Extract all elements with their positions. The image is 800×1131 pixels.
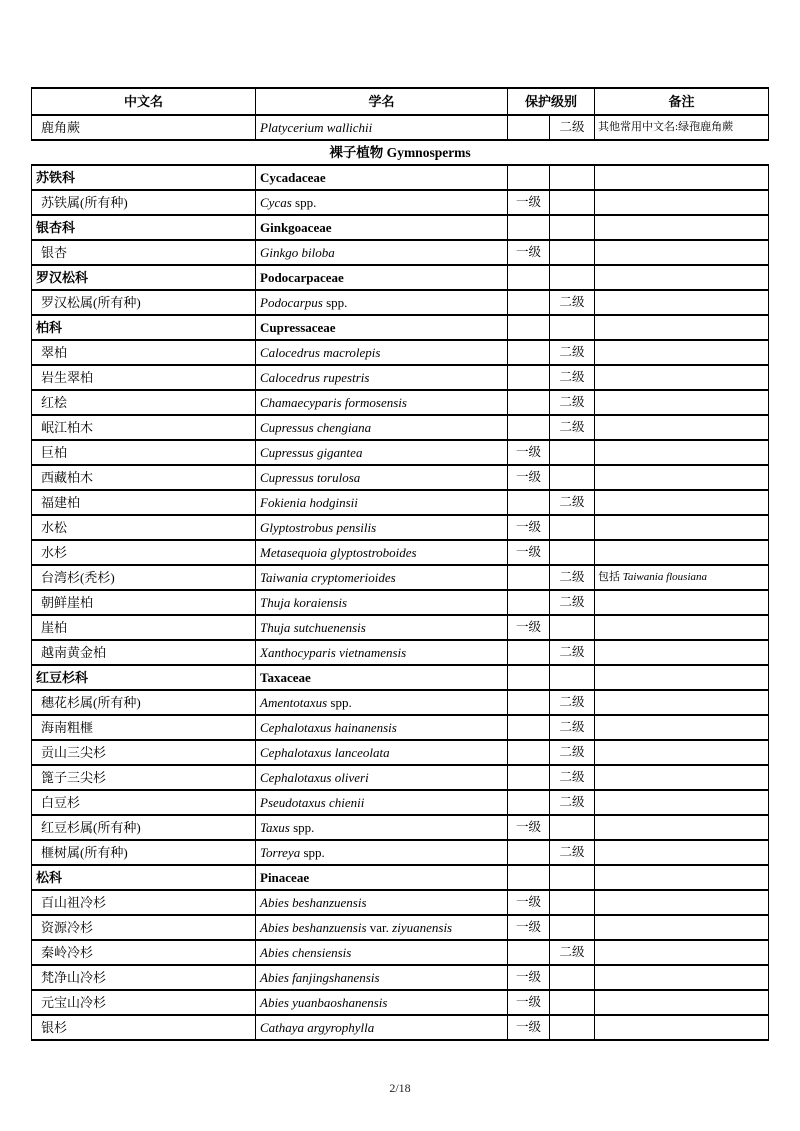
species-row (32, 390, 769, 415)
species-row (32, 490, 769, 515)
notes-cell (595, 290, 769, 315)
species-row (32, 290, 769, 315)
level-2-cell: 二级 (550, 840, 595, 865)
notes-cell (595, 315, 769, 340)
notes-cell (595, 715, 769, 740)
level-1-cell: 一级 (508, 965, 550, 990)
chinese-name-cell: 翠柏 (32, 340, 256, 365)
chinese-name-cell: 红豆杉科 (32, 665, 256, 690)
level-1-cell (508, 390, 550, 415)
scientific-name-cell: Taiwania cryptomerioides (256, 565, 508, 590)
family-row (32, 865, 769, 890)
notes-cell (595, 440, 769, 465)
chinese-name-cell: 水松 (32, 515, 256, 540)
scientific-name-cell: Cathaya argyrophylla (256, 1015, 508, 1040)
species-row (32, 365, 769, 390)
notes-cell (595, 390, 769, 415)
scientific-name-cell: Cephalotaxus hainanensis (256, 715, 508, 740)
level-2-cell (550, 515, 595, 540)
header-chinese-name: 中文名 (32, 88, 256, 115)
notes-cell (595, 215, 769, 240)
level-2-cell: 二级 (550, 690, 595, 715)
level-1-cell: 一级 (508, 1015, 550, 1040)
notes-cell (595, 965, 769, 990)
scientific-name-cell: Abies beshanzuensis (256, 890, 508, 915)
level-2-cell (550, 615, 595, 640)
scientific-name-cell: Chamaecyparis formosensis (256, 390, 508, 415)
level-1-cell (508, 665, 550, 690)
level-2-cell: 二级 (550, 590, 595, 615)
family-row (32, 315, 769, 340)
scientific-name-cell: Cycadaceae (256, 165, 508, 190)
chinese-name-cell: 岷江柏木 (32, 415, 256, 440)
species-row (32, 965, 769, 990)
level-1-cell (508, 165, 550, 190)
level-1-cell (508, 315, 550, 340)
notes-cell (595, 515, 769, 540)
scientific-name-cell: Abies fanjingshanensis (256, 965, 508, 990)
level-2-cell: 二级 (550, 790, 595, 815)
chinese-name-cell: 崖柏 (32, 615, 256, 640)
level-2-cell (550, 665, 595, 690)
level-2-cell: 二级 (550, 715, 595, 740)
notes-cell (595, 415, 769, 440)
level-1-cell (508, 940, 550, 965)
species-row (32, 515, 769, 540)
level-1-cell (508, 715, 550, 740)
species-row (32, 240, 769, 265)
species-row (32, 990, 769, 1015)
level-1-cell (508, 265, 550, 290)
notes-cell (595, 940, 769, 965)
table-body (32, 115, 769, 1040)
scientific-name-cell: Calocedrus rupestris (256, 365, 508, 390)
level-2-cell: 二级 (550, 740, 595, 765)
chinese-name-cell: 西藏柏木 (32, 465, 256, 490)
chinese-name-cell: 越南黄金柏 (32, 640, 256, 665)
family-row (32, 165, 769, 190)
species-row (32, 340, 769, 365)
level-1-cell (508, 115, 550, 140)
notes-cell (595, 840, 769, 865)
level-1-cell: 一级 (508, 615, 550, 640)
level-2-cell (550, 915, 595, 940)
level-1-cell (508, 415, 550, 440)
species-row (32, 615, 769, 640)
level-2-cell: 二级 (550, 490, 595, 515)
level-1-cell: 一级 (508, 915, 550, 940)
section-title: 裸子植物 Gymnosperms (32, 140, 769, 165)
scientific-name-cell: Platycerium wallichii (256, 115, 508, 140)
notes-cell (595, 865, 769, 890)
chinese-name-cell: 朝鲜崖柏 (32, 590, 256, 615)
species-row (32, 690, 769, 715)
protected-species-table (31, 87, 769, 1041)
notes-cell (595, 740, 769, 765)
scientific-name-cell: Pseudotaxus chienii (256, 790, 508, 815)
scientific-name-cell: Cupressus torulosa (256, 465, 508, 490)
chinese-name-cell: 福建柏 (32, 490, 256, 515)
level-1-cell: 一级 (508, 240, 550, 265)
species-row (32, 790, 769, 815)
chinese-name-cell: 资源冷杉 (32, 915, 256, 940)
notes-cell (595, 1015, 769, 1040)
level-2-cell (550, 240, 595, 265)
notes-cell (595, 790, 769, 815)
level-1-cell: 一级 (508, 815, 550, 840)
scientific-name-cell: Amentotaxus spp. (256, 690, 508, 715)
level-1-cell (508, 215, 550, 240)
family-row (32, 665, 769, 690)
scientific-name-cell: Cycas spp. (256, 190, 508, 215)
species-row (32, 115, 769, 140)
page-number: 2/18 (389, 1081, 411, 1095)
species-row (32, 765, 769, 790)
chinese-name-cell: 巨柏 (32, 440, 256, 465)
chinese-name-cell: 苏铁属(所有种) (32, 190, 256, 215)
chinese-name-cell: 松科 (32, 865, 256, 890)
notes-cell (595, 165, 769, 190)
species-row (32, 415, 769, 440)
level-1-cell (508, 565, 550, 590)
level-1-cell: 一级 (508, 540, 550, 565)
level-2-cell (550, 315, 595, 340)
level-2-cell (550, 165, 595, 190)
chinese-name-cell: 百山祖冷杉 (32, 890, 256, 915)
species-row (32, 440, 769, 465)
chinese-name-cell: 台湾杉(秃杉) (32, 565, 256, 590)
notes-cell (595, 665, 769, 690)
scientific-name-cell: Taxaceae (256, 665, 508, 690)
chinese-name-cell: 穗花杉属(所有种) (32, 690, 256, 715)
chinese-name-cell: 秦岭冷杉 (32, 940, 256, 965)
chinese-name-cell: 银杉 (32, 1015, 256, 1040)
notes-cell (595, 590, 769, 615)
chinese-name-cell: 银杏科 (32, 215, 256, 240)
notes-cell (595, 365, 769, 390)
chinese-name-cell: 白豆杉 (32, 790, 256, 815)
level-2-cell: 二级 (550, 415, 595, 440)
species-row (32, 715, 769, 740)
header-scientific-name: 学名 (256, 88, 508, 115)
notes-cell (595, 890, 769, 915)
level-1-cell: 一级 (508, 515, 550, 540)
chinese-name-cell: 榧树属(所有种) (32, 840, 256, 865)
scientific-name-cell: Torreya spp. (256, 840, 508, 865)
chinese-name-cell: 罗汉松科 (32, 265, 256, 290)
scientific-name-cell: Cupressus chengiana (256, 415, 508, 440)
chinese-name-cell: 贡山三尖杉 (32, 740, 256, 765)
scientific-name-cell: Ginkgo biloba (256, 240, 508, 265)
scientific-name-cell: Cephalotaxus lanceolata (256, 740, 508, 765)
level-2-cell (550, 190, 595, 215)
scientific-name-cell: Cephalotaxus oliveri (256, 765, 508, 790)
chinese-name-cell: 罗汉松属(所有种) (32, 290, 256, 315)
chinese-name-cell: 柏科 (32, 315, 256, 340)
scientific-name-cell: Fokienia hodginsii (256, 490, 508, 515)
scientific-name-cell: Xanthocyparis vietnamensis (256, 640, 508, 665)
family-row (32, 265, 769, 290)
species-row (32, 890, 769, 915)
chinese-name-cell: 银杏 (32, 240, 256, 265)
header-protection-level: 保护级别 (508, 88, 595, 115)
species-row (32, 540, 769, 565)
level-1-cell (508, 840, 550, 865)
chinese-name-cell: 岩生翠柏 (32, 365, 256, 390)
family-row (32, 215, 769, 240)
level-2-cell (550, 990, 595, 1015)
scientific-name-cell: Cupressus gigantea (256, 440, 508, 465)
notes-cell (595, 340, 769, 365)
header-notes: 备注 (595, 88, 769, 115)
level-1-cell (508, 865, 550, 890)
scientific-name-cell: Taxus spp. (256, 815, 508, 840)
scientific-name-cell: Podocarpaceae (256, 265, 508, 290)
level-2-cell (550, 465, 595, 490)
level-2-cell: 二级 (550, 765, 595, 790)
level-1-cell (508, 640, 550, 665)
level-1-cell: 一级 (508, 465, 550, 490)
notes-cell (595, 615, 769, 640)
scientific-name-cell: Thuja sutchuenensis (256, 615, 508, 640)
species-row (32, 740, 769, 765)
scientific-name-cell: Pinaceae (256, 865, 508, 890)
level-1-cell: 一级 (508, 890, 550, 915)
level-2-cell: 二级 (550, 290, 595, 315)
species-row (32, 465, 769, 490)
level-2-cell (550, 440, 595, 465)
species-row (32, 840, 769, 865)
scientific-name-cell: Metasequoia glyptostroboides (256, 540, 508, 565)
level-1-cell (508, 340, 550, 365)
level-2-cell (550, 815, 595, 840)
level-2-cell: 二级 (550, 940, 595, 965)
level-1-cell (508, 765, 550, 790)
level-2-cell (550, 890, 595, 915)
level-1-cell: 一级 (508, 990, 550, 1015)
level-2-cell: 二级 (550, 640, 595, 665)
notes-cell (595, 990, 769, 1015)
level-2-cell (550, 865, 595, 890)
chinese-name-cell: 篦子三尖杉 (32, 765, 256, 790)
chinese-name-cell: 红豆杉属(所有种) (32, 815, 256, 840)
species-row (32, 915, 769, 940)
notes-cell (595, 540, 769, 565)
level-1-cell (508, 490, 550, 515)
level-1-cell (508, 365, 550, 390)
level-1-cell: 一级 (508, 440, 550, 465)
scientific-name-cell: Podocarpus spp. (256, 290, 508, 315)
level-1-cell (508, 790, 550, 815)
scientific-name-cell: Ginkgoaceae (256, 215, 508, 240)
level-1-cell (508, 290, 550, 315)
level-1-cell (508, 590, 550, 615)
scientific-name-cell: Abies chensiensis (256, 940, 508, 965)
notes-cell (595, 465, 769, 490)
level-1-cell (508, 690, 550, 715)
level-2-cell (550, 215, 595, 240)
level-2-cell (550, 965, 595, 990)
level-2-cell: 二级 (550, 390, 595, 415)
section-row (32, 140, 769, 165)
notes-cell (595, 190, 769, 215)
notes-cell (595, 765, 769, 790)
header-row (32, 88, 769, 115)
species-row (32, 940, 769, 965)
notes-cell (595, 640, 769, 665)
level-2-cell (550, 540, 595, 565)
notes-cell (595, 915, 769, 940)
level-2-cell: 二级 (550, 565, 595, 590)
scientific-name-cell: Calocedrus macrolepis (256, 340, 508, 365)
chinese-name-cell: 海南粗榧 (32, 715, 256, 740)
notes-cell (595, 240, 769, 265)
scientific-name-cell: Abies yuanbaoshanensis (256, 990, 508, 1015)
species-row (32, 640, 769, 665)
notes-cell: 包括 Taiwania flousiana (595, 565, 769, 590)
species-row (32, 565, 769, 590)
level-1-cell: 一级 (508, 190, 550, 215)
notes-cell (595, 815, 769, 840)
species-row (32, 190, 769, 215)
chinese-name-cell: 红桧 (32, 390, 256, 415)
level-2-cell: 二级 (550, 340, 595, 365)
species-row (32, 1015, 769, 1040)
notes-cell (595, 690, 769, 715)
chinese-name-cell: 梵净山冷杉 (32, 965, 256, 990)
species-row (32, 590, 769, 615)
chinese-name-cell: 元宝山冷杉 (32, 990, 256, 1015)
scientific-name-cell: Cupressaceae (256, 315, 508, 340)
chinese-name-cell: 苏铁科 (32, 165, 256, 190)
chinese-name-cell: 水杉 (32, 540, 256, 565)
notes-cell (595, 490, 769, 515)
level-1-cell (508, 740, 550, 765)
level-2-cell (550, 265, 595, 290)
scientific-name-cell: Glyptostrobus pensilis (256, 515, 508, 540)
level-2-cell: 二级 (550, 115, 595, 140)
species-row (32, 815, 769, 840)
notes-cell (595, 265, 769, 290)
notes-cell: 其他常用中文名:绿孢鹿角蕨 (595, 115, 769, 140)
level-2-cell: 二级 (550, 365, 595, 390)
scientific-name-cell: Thuja koraiensis (256, 590, 508, 615)
chinese-name-cell: 鹿角蕨 (32, 115, 256, 140)
level-2-cell (550, 1015, 595, 1040)
scientific-name-cell: Abies beshanzuensis var. ziyuanensis (256, 915, 508, 940)
